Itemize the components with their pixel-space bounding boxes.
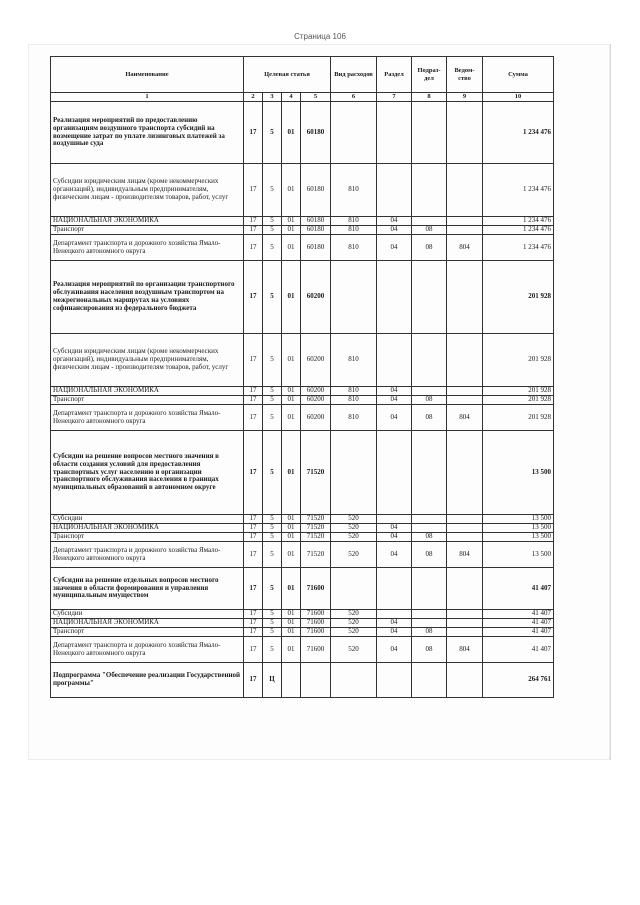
row-program: 17	[244, 387, 263, 396]
row-name: Департамент транспорта и дорожного хозяйства Ямало-Ненецкого автономного округа	[51, 637, 244, 663]
row-subsection	[412, 334, 447, 387]
row-program: 17	[244, 226, 263, 235]
row-program: 17	[244, 261, 263, 334]
row-main-event: 01	[282, 610, 301, 619]
header-section: Раздел	[377, 57, 412, 93]
row-subsection: 08	[412, 226, 447, 235]
row-section: 04	[377, 235, 412, 261]
column-number-row	[51, 93, 554, 102]
row-section: 04	[377, 387, 412, 396]
row-subprogram: 5	[263, 164, 282, 217]
column-number: 7	[377, 93, 412, 102]
row-expense-type: 810	[331, 334, 377, 387]
row-subprogram: 5	[263, 533, 282, 542]
header-subsection: Подраз-дел	[412, 57, 447, 93]
row-name: Реализация мероприятий по предоставлению организациям воздушного транспорта субсидий на возмещение затрат по уплате лизинговых платежей за воздушные суда	[51, 102, 244, 164]
table-row	[51, 405, 554, 431]
row-direction: 60180	[301, 226, 331, 235]
row-subprogram: 5	[263, 405, 282, 431]
row-expense-type: 810	[331, 226, 377, 235]
budget-table	[50, 56, 554, 698]
row-amount: 201 928	[483, 387, 554, 396]
row-subsection: 08	[412, 235, 447, 261]
row-direction: 71520	[301, 524, 331, 533]
row-subsection: 08	[412, 637, 447, 663]
row-name: Департамент транспорта и дорожного хозяйства Ямало-Ненецкого автономного округа	[51, 235, 244, 261]
row-subsection	[412, 568, 447, 610]
column-number: 8	[412, 93, 447, 102]
row-department	[447, 533, 483, 542]
header-name: Наименование	[51, 57, 244, 93]
blank-margin	[0, 760, 640, 905]
row-program: 17	[244, 542, 263, 568]
row-department	[447, 568, 483, 610]
row-expense-type: 810	[331, 387, 377, 396]
row-main-event: 01	[282, 387, 301, 396]
row-amount: 41 407	[483, 637, 554, 663]
table-row	[51, 226, 554, 235]
row-direction: 71600	[301, 628, 331, 637]
row-expense-type: 810	[331, 405, 377, 431]
row-program: 17	[244, 396, 263, 405]
row-amount: 1 234 476	[483, 217, 554, 226]
table-body	[51, 102, 554, 698]
row-name: НАЦИОНАЛЬНАЯ ЭКОНОМИКА	[51, 387, 244, 396]
row-amount: 1 234 476	[483, 102, 554, 164]
row-amount: 13 500	[483, 542, 554, 568]
row-expense-type	[331, 663, 377, 698]
row-amount: 1 234 476	[483, 235, 554, 261]
row-program: 17	[244, 663, 263, 698]
row-subprogram: 5	[263, 431, 282, 515]
row-name: Субсидии на решение вопросов местного значения в области создания условий для предоставления транспортных услуг населению и организации транспортного обслуживания населения в границах муниципальных образований в автономном округе	[51, 431, 244, 515]
row-main-event: 01	[282, 619, 301, 628]
row-subsection: 08	[412, 628, 447, 637]
row-main-event: 01	[282, 226, 301, 235]
row-subsection	[412, 431, 447, 515]
table-row	[51, 524, 554, 533]
row-amount: 13 500	[483, 515, 554, 524]
row-department	[447, 431, 483, 515]
row-direction: 71600	[301, 568, 331, 610]
row-department: 804	[447, 405, 483, 431]
row-main-event: 01	[282, 524, 301, 533]
row-section	[377, 261, 412, 334]
row-section	[377, 568, 412, 610]
header-amount: Сумма	[483, 57, 554, 93]
row-department	[447, 164, 483, 217]
row-program: 17	[244, 164, 263, 217]
table-row	[51, 334, 554, 387]
row-main-event: 01	[282, 164, 301, 217]
header-department: Ведом-ство	[447, 57, 483, 93]
row-subprogram: 5	[263, 619, 282, 628]
row-subprogram: Ц	[263, 663, 282, 698]
row-direction: 71520	[301, 431, 331, 515]
row-expense-type: 810	[331, 164, 377, 217]
row-direction: 71520	[301, 515, 331, 524]
row-program: 17	[244, 235, 263, 261]
row-expense-type: 520	[331, 533, 377, 542]
table-row	[51, 396, 554, 405]
row-section: 04	[377, 226, 412, 235]
row-subprogram: 5	[263, 217, 282, 226]
column-number: 4	[282, 93, 301, 102]
row-subprogram: 5	[263, 515, 282, 524]
row-subsection	[412, 102, 447, 164]
row-subprogram: 5	[263, 610, 282, 619]
row-amount: 1 234 476	[483, 226, 554, 235]
row-amount: 201 928	[483, 396, 554, 405]
row-subprogram: 5	[263, 637, 282, 663]
row-name: Субсидии	[51, 610, 244, 619]
row-amount: 13 500	[483, 524, 554, 533]
row-program: 17	[244, 405, 263, 431]
row-expense-type	[331, 261, 377, 334]
row-expense-type: 520	[331, 628, 377, 637]
row-amount: 41 407	[483, 619, 554, 628]
table-row	[51, 568, 554, 610]
row-expense-type: 520	[331, 619, 377, 628]
row-direction: 71520	[301, 533, 331, 542]
row-name: Транспорт	[51, 396, 244, 405]
row-subsection	[412, 515, 447, 524]
table-row	[51, 217, 554, 226]
row-main-event	[282, 663, 301, 698]
header-row	[51, 57, 554, 93]
row-section: 04	[377, 533, 412, 542]
row-department	[447, 387, 483, 396]
row-section: 04	[377, 619, 412, 628]
row-main-event: 01	[282, 334, 301, 387]
row-name: Реализация мероприятий по организации транспортного обслуживания населения воздушным транспортом на межрегиональных маршрутах на условиях софинансирования из федерального бюджета	[51, 261, 244, 334]
row-program: 17	[244, 610, 263, 619]
row-department	[447, 515, 483, 524]
row-section: 04	[377, 405, 412, 431]
row-program: 17	[244, 619, 263, 628]
row-subprogram: 5	[263, 102, 282, 164]
table-row	[51, 628, 554, 637]
row-program: 17	[244, 628, 263, 637]
row-expense-type: 810	[331, 396, 377, 405]
row-expense-type	[331, 568, 377, 610]
row-subprogram: 5	[263, 387, 282, 396]
row-department	[447, 396, 483, 405]
row-department	[447, 663, 483, 698]
row-direction: 71600	[301, 610, 331, 619]
row-direction: 60180	[301, 217, 331, 226]
row-amount: 41 407	[483, 610, 554, 619]
row-subprogram: 5	[263, 568, 282, 610]
row-program: 17	[244, 637, 263, 663]
row-main-event: 01	[282, 542, 301, 568]
row-main-event: 01	[282, 568, 301, 610]
row-subprogram: 5	[263, 524, 282, 533]
row-program: 17	[244, 102, 263, 164]
row-direction: 71600	[301, 619, 331, 628]
table-row	[51, 637, 554, 663]
table-row	[51, 533, 554, 542]
row-department	[447, 334, 483, 387]
row-expense-type: 810	[331, 235, 377, 261]
column-number: 1	[51, 93, 244, 102]
row-department	[447, 217, 483, 226]
table-row	[51, 431, 554, 515]
page-number-label: Страница 106	[294, 32, 346, 41]
column-number: 9	[447, 93, 483, 102]
row-name: Департамент транспорта и дорожного хозяйства Ямало-Ненецкого автономного округа	[51, 405, 244, 431]
row-program: 17	[244, 217, 263, 226]
row-name: Субсидии юридическим лицам (кроме некоммерческих организаций), индивидуальным предпринимателям, физическим лицам - производителям товаров, работ, услуг	[51, 164, 244, 217]
row-expense-type: 810	[331, 217, 377, 226]
table-row	[51, 663, 554, 698]
row-expense-type: 520	[331, 542, 377, 568]
row-program: 17	[244, 515, 263, 524]
row-subprogram: 5	[263, 396, 282, 405]
row-amount: 1 234 476	[483, 164, 554, 217]
header-expense-type: Вид расходов	[331, 57, 377, 93]
row-expense-type	[331, 102, 377, 164]
row-expense-type: 520	[331, 515, 377, 524]
row-subprogram: 5	[263, 226, 282, 235]
column-number: 6	[331, 93, 377, 102]
row-department	[447, 226, 483, 235]
row-department: 804	[447, 637, 483, 663]
row-subsection: 08	[412, 405, 447, 431]
row-section: 04	[377, 396, 412, 405]
row-section	[377, 431, 412, 515]
table-row	[51, 261, 554, 334]
row-amount: 41 407	[483, 568, 554, 610]
row-amount: 13 500	[483, 431, 554, 515]
row-amount: 201 928	[483, 334, 554, 387]
row-expense-type: 520	[331, 637, 377, 663]
row-program: 17	[244, 334, 263, 387]
row-department	[447, 610, 483, 619]
row-name: Субсидии на решение отдельных вопросов местного значения в области формирования и управления муниципальным имуществом	[51, 568, 244, 610]
row-program: 17	[244, 524, 263, 533]
row-subsection: 08	[412, 542, 447, 568]
row-name: Транспорт	[51, 226, 244, 235]
row-section	[377, 334, 412, 387]
row-department	[447, 628, 483, 637]
row-department	[447, 102, 483, 164]
row-section: 04	[377, 637, 412, 663]
row-amount: 201 928	[483, 405, 554, 431]
row-program: 17	[244, 431, 263, 515]
row-main-event: 01	[282, 235, 301, 261]
table-row	[51, 164, 554, 217]
row-amount: 13 500	[483, 533, 554, 542]
table-row	[51, 542, 554, 568]
row-direction: 60180	[301, 164, 331, 217]
row-main-event: 01	[282, 628, 301, 637]
row-department	[447, 261, 483, 334]
row-main-event: 01	[282, 637, 301, 663]
row-expense-type: 520	[331, 524, 377, 533]
row-direction: 60180	[301, 102, 331, 164]
row-amount: 264 761	[483, 663, 554, 698]
row-subprogram: 5	[263, 628, 282, 637]
row-department: 804	[447, 235, 483, 261]
row-direction: 60200	[301, 261, 331, 334]
row-subprogram: 5	[263, 542, 282, 568]
row-subsection	[412, 663, 447, 698]
row-subsection	[412, 610, 447, 619]
row-name: Транспорт	[51, 533, 244, 542]
row-direction: 60200	[301, 405, 331, 431]
row-program: 17	[244, 568, 263, 610]
row-name: НАЦИОНАЛЬНАЯ ЭКОНОМИКА	[51, 217, 244, 226]
row-section: 04	[377, 628, 412, 637]
row-direction	[301, 663, 331, 698]
row-main-event: 01	[282, 515, 301, 524]
row-subprogram: 5	[263, 235, 282, 261]
column-number: 3	[263, 93, 282, 102]
row-main-event: 01	[282, 405, 301, 431]
row-program: 17	[244, 533, 263, 542]
row-direction: 71600	[301, 637, 331, 663]
row-name: Департамент транспорта и дорожного хозяйства Ямало-Ненецкого автономного округа	[51, 542, 244, 568]
row-direction: 60200	[301, 334, 331, 387]
table-row	[51, 619, 554, 628]
row-main-event: 01	[282, 396, 301, 405]
row-main-event: 01	[282, 217, 301, 226]
row-direction: 71520	[301, 542, 331, 568]
row-section: 04	[377, 524, 412, 533]
row-name: НАЦИОНАЛЬНАЯ ЭКОНОМИКА	[51, 619, 244, 628]
row-direction: 60200	[301, 396, 331, 405]
row-amount: 41 407	[483, 628, 554, 637]
row-section	[377, 164, 412, 217]
column-number: 2	[244, 93, 263, 102]
row-main-event: 01	[282, 431, 301, 515]
column-number: 10	[483, 93, 554, 102]
row-name: Субсидии юридическим лицам (кроме некоммерческих организаций), индивидуальным предпринимателям, физическим лицам - производителям товаров, работ, услуг	[51, 334, 244, 387]
table-row	[51, 102, 554, 164]
row-department: 804	[447, 542, 483, 568]
column-number: 5	[301, 93, 331, 102]
table-row	[51, 235, 554, 261]
row-amount: 201 928	[483, 261, 554, 334]
row-subsection	[412, 164, 447, 217]
row-section: 04	[377, 217, 412, 226]
row-subsection: 08	[412, 533, 447, 542]
row-section	[377, 102, 412, 164]
row-name: Транспорт	[51, 628, 244, 637]
row-subsection: 08	[412, 396, 447, 405]
row-section: 04	[377, 542, 412, 568]
row-direction: 60180	[301, 235, 331, 261]
row-name: НАЦИОНАЛЬНАЯ ЭКОНОМИКА	[51, 524, 244, 533]
row-subsection	[412, 261, 447, 334]
table-row	[51, 387, 554, 396]
row-main-event: 01	[282, 533, 301, 542]
row-expense-type	[331, 431, 377, 515]
row-subprogram: 5	[263, 334, 282, 387]
row-department	[447, 619, 483, 628]
row-department	[447, 524, 483, 533]
row-name: Субсидии	[51, 515, 244, 524]
row-main-event: 01	[282, 261, 301, 334]
row-main-event: 01	[282, 102, 301, 164]
row-expense-type: 520	[331, 610, 377, 619]
row-name: Подпрограмма "Обеспечение реализации Государственной программы"	[51, 663, 244, 698]
row-subprogram: 5	[263, 261, 282, 334]
row-section	[377, 663, 412, 698]
header-target-article: Целевая статья	[244, 57, 331, 93]
row-direction: 60200	[301, 387, 331, 396]
